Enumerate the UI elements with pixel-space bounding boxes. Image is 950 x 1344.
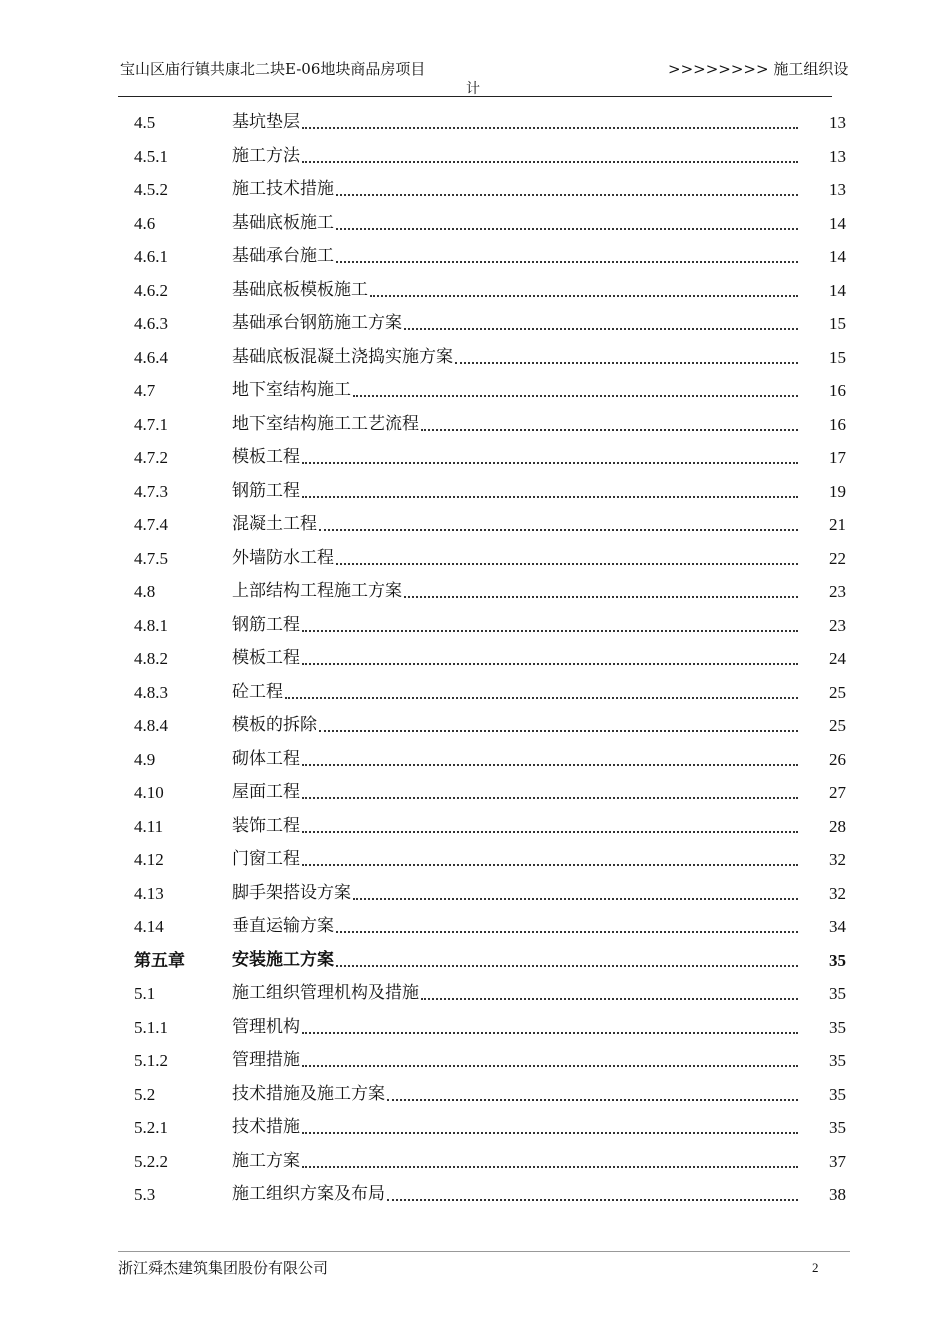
toc-entry[interactable] (0, 709, 950, 743)
dot-leader (387, 1099, 798, 1101)
toc-entry-title: 门窗工程 (232, 849, 300, 869)
toc-entry-number: 4.8.4 (134, 716, 168, 735)
toc-entry-title: 上部结构工程施工方案 (232, 581, 402, 601)
table-of-contents (0, 106, 950, 1212)
dot-leader (302, 864, 798, 866)
toc-entry[interactable] (0, 307, 950, 341)
toc-entry-number: 4.7.1 (134, 414, 168, 434)
toc-entry-number: 5.1.1 (134, 1017, 168, 1037)
toc-entry[interactable] (0, 441, 950, 475)
document-type (668, 58, 848, 79)
toc-entry-number: 4.5.1 (134, 146, 168, 166)
toc-entry-page: 13 (829, 113, 846, 132)
toc-entry-number: 4.8 (134, 582, 156, 601)
dot-leader (404, 596, 798, 598)
toc-entry-title: 基础底板施工 (232, 212, 334, 233)
dot-leader (336, 931, 798, 933)
toc-entry-number: 4.8.1 (134, 615, 168, 635)
dot-leader (302, 663, 798, 665)
toc-entry-page: 26 (829, 749, 846, 769)
toc-entry-page: 32 (829, 883, 846, 903)
dot-leader (302, 764, 798, 766)
dot-leader (302, 1132, 798, 1134)
toc-entry-page: 14 (829, 213, 846, 233)
dot-leader (404, 328, 798, 330)
toc-entry-number: 5.2.2 (134, 1151, 168, 1171)
toc-entry-title: 基础底板混凝土浇捣实施方案 (232, 346, 453, 367)
toc-entry-number: 4.12 (134, 850, 164, 869)
toc-entry-page: 37 (829, 1151, 846, 1171)
toc-entry-number: 4.8.3 (134, 682, 168, 702)
toc-entry[interactable] (0, 810, 950, 844)
dot-leader (302, 127, 798, 129)
toc-entry-page: 35 (829, 1084, 846, 1104)
toc-entry-page: 38 (829, 1185, 846, 1204)
toc-entry-number: 4.7.3 (134, 481, 168, 501)
toc-entry-page: 14 (829, 280, 846, 300)
toc-entry-title: 混凝土工程 (232, 514, 317, 534)
dot-leader (302, 496, 798, 498)
project-title: 宝山区庙行镇共康北二块E-06地块商品房项目 (120, 60, 426, 78)
toc-entry-title: 安装施工方案 (232, 949, 334, 970)
toc-entry-title: 施工技术措施 (232, 179, 334, 199)
dot-leader (336, 194, 798, 196)
dot-leader (353, 898, 798, 900)
arrow-decoration: >>>>>>>> (668, 60, 769, 78)
toc-entry[interactable] (0, 1145, 950, 1179)
toc-entry-title: 施工组织方案及布局 (232, 1184, 385, 1204)
dot-leader (336, 563, 798, 565)
toc-entry-number: 第五章 (134, 950, 185, 970)
page-header (0, 0, 950, 100)
toc-entry-number: 5.2.1 (134, 1118, 168, 1137)
toc-entry-number: 5.2 (134, 1084, 156, 1104)
header-divider (118, 96, 832, 97)
dot-leader (336, 228, 798, 230)
toc-entry-title: 装饰工程 (232, 815, 300, 836)
toc-entry-page: 32 (829, 850, 846, 869)
dot-leader (302, 1065, 798, 1067)
toc-entry-page: 16 (829, 414, 846, 434)
toc-entry-title: 地下室结构施工工艺流程 (232, 413, 419, 434)
toc-entry-title: 钢筋工程 (232, 614, 300, 635)
toc-entry[interactable] (0, 776, 950, 810)
toc-entry[interactable] (0, 508, 950, 542)
toc-entry[interactable] (0, 642, 950, 676)
toc-entry[interactable] (0, 1178, 950, 1212)
toc-entry-number: 4.7.4 (134, 515, 168, 534)
toc-entry-page: 14 (829, 247, 846, 266)
toc-entry[interactable] (0, 374, 950, 408)
toc-entry-number: 4.14 (134, 917, 164, 936)
footer-divider (118, 1251, 850, 1252)
toc-entry-page: 35 (829, 984, 846, 1003)
toc-entry[interactable] (0, 1011, 950, 1045)
toc-entry-title: 管理措施 (232, 1050, 300, 1070)
dot-leader (455, 362, 798, 364)
dot-leader (336, 261, 798, 263)
toc-entry-title: 施工方法 (232, 145, 300, 166)
toc-entry[interactable] (0, 274, 950, 308)
toc-entry-page: 28 (829, 816, 846, 836)
dot-leader (302, 630, 798, 632)
page-number: 2 (812, 1260, 819, 1275)
toc-entry[interactable] (0, 173, 950, 207)
toc-entry-title: 屋面工程 (232, 782, 300, 802)
toc-entry-page: 23 (829, 615, 846, 635)
toc-entry-number: 4.13 (134, 883, 164, 903)
toc-entry-page: 25 (829, 716, 846, 735)
toc-entry-title: 脚手架搭设方案 (232, 882, 351, 903)
toc-entry-number: 5.3 (134, 1185, 156, 1204)
toc-entry-page: 23 (829, 582, 846, 601)
toc-entry[interactable] (0, 877, 950, 911)
dot-leader (336, 965, 798, 967)
toc-entry[interactable] (0, 1078, 950, 1112)
toc-entry-title: 技术措施 (232, 1117, 300, 1137)
toc-entry-number: 4.6 (134, 213, 156, 233)
company-name: 浙江舜杰建筑集团股份有限公司 (118, 1259, 329, 1277)
toc-entry-number: 4.6.4 (134, 347, 168, 367)
toc-entry-title: 基础承台施工 (232, 246, 334, 266)
toc-entry-number: 4.9 (134, 749, 156, 769)
toc-entry-number: 4.10 (134, 783, 164, 802)
toc-entry[interactable] (0, 676, 950, 710)
toc-entry-title: 施工组织管理机构及措施 (232, 983, 419, 1003)
toc-entry[interactable] (0, 910, 950, 944)
document-type-wrap: 计 (466, 81, 480, 97)
toc-entry-page: 22 (829, 548, 846, 568)
toc-entry-title: 外墙防水工程 (232, 547, 334, 568)
toc-entry[interactable] (0, 743, 950, 777)
dot-leader (319, 730, 798, 732)
toc-entry[interactable] (0, 106, 950, 140)
toc-entry-page: 35 (829, 950, 846, 970)
toc-entry-page: 17 (829, 448, 846, 467)
toc-entry-page: 13 (829, 180, 846, 199)
toc-entry-title: 垂直运输方案 (232, 916, 334, 936)
toc-entry-title: 地下室结构施工 (232, 380, 351, 400)
dot-leader (285, 697, 798, 699)
toc-entry[interactable] (0, 843, 950, 877)
toc-entry[interactable] (0, 609, 950, 643)
toc-entry-page: 19 (829, 481, 846, 501)
dot-leader (302, 1166, 798, 1168)
toc-entry-number: 4.6.3 (134, 314, 168, 333)
toc-entry-page: 16 (829, 381, 846, 400)
toc-entry-title: 模板工程 (232, 648, 300, 668)
toc-entry[interactable] (0, 341, 950, 375)
toc-entry[interactable] (0, 408, 950, 442)
dot-leader (387, 1199, 798, 1201)
toc-entry-title: 基础承台钢筋施工方案 (232, 313, 402, 333)
dot-leader (421, 998, 798, 1000)
toc-entry[interactable] (0, 575, 950, 609)
toc-entry-page: 35 (829, 1118, 846, 1137)
toc-entry-number: 4.5.2 (134, 180, 168, 199)
toc-entry-title: 砼工程 (232, 681, 283, 702)
toc-entry-page: 35 (829, 1017, 846, 1037)
dot-leader (421, 429, 798, 431)
dot-leader (302, 462, 798, 464)
toc-entry-number: 4.7.2 (134, 448, 168, 467)
toc-entry-title: 施工方案 (232, 1150, 300, 1171)
toc-entry[interactable] (0, 475, 950, 509)
toc-entry-number: 4.6.2 (134, 280, 168, 300)
toc-entry-title: 基坑垫层 (232, 112, 300, 132)
toc-entry-number: 4.7.5 (134, 548, 168, 568)
toc-entry-number: 5.1 (134, 984, 156, 1003)
toc-entry[interactable] (0, 542, 950, 576)
toc-entry-title: 模板的拆除 (232, 715, 317, 735)
toc-entry-page: 25 (829, 682, 846, 702)
dot-leader (302, 831, 798, 833)
toc-entry-page: 35 (829, 1051, 846, 1070)
toc-entry-page: 13 (829, 146, 846, 166)
toc-entry-number: 4.5 (134, 113, 156, 132)
toc-entry[interactable] (0, 240, 950, 274)
toc-entry-page: 15 (829, 347, 846, 367)
toc-entry-title: 钢筋工程 (232, 480, 300, 501)
dot-leader (370, 295, 798, 297)
toc-entry-page: 34 (829, 917, 846, 936)
toc-entry-title: 管理机构 (232, 1016, 300, 1037)
dot-leader (353, 395, 798, 397)
toc-entry-title: 模板工程 (232, 447, 300, 467)
dot-leader (302, 797, 798, 799)
toc-entry-page: 24 (829, 649, 846, 668)
toc-entry[interactable] (0, 1111, 950, 1145)
toc-entry-page: 27 (829, 783, 846, 802)
toc-entry-page: 15 (829, 314, 846, 333)
toc-entry-title: 技术措施及施工方案 (232, 1083, 385, 1104)
toc-entry[interactable] (0, 207, 950, 241)
toc-entry[interactable] (0, 977, 950, 1011)
toc-entry[interactable] (0, 1044, 950, 1078)
dot-leader (302, 161, 798, 163)
toc-entry-number: 4.6.1 (134, 247, 168, 266)
dot-leader (302, 1032, 798, 1034)
toc-entry-number: 4.7 (134, 381, 156, 400)
toc-entry-page: 21 (829, 515, 846, 534)
document-type-label: 施工组织设 (773, 60, 849, 78)
toc-entry-number: 4.8.2 (134, 649, 168, 668)
toc-entry-number: 4.11 (134, 816, 164, 836)
toc-entry[interactable] (0, 140, 950, 174)
dot-leader (319, 529, 798, 531)
toc-entry-number: 5.1.2 (134, 1051, 168, 1070)
toc-entry-title: 砌体工程 (232, 748, 300, 769)
toc-entry-title: 基础底板模板施工 (232, 279, 368, 300)
toc-chapter-entry[interactable] (0, 944, 950, 978)
